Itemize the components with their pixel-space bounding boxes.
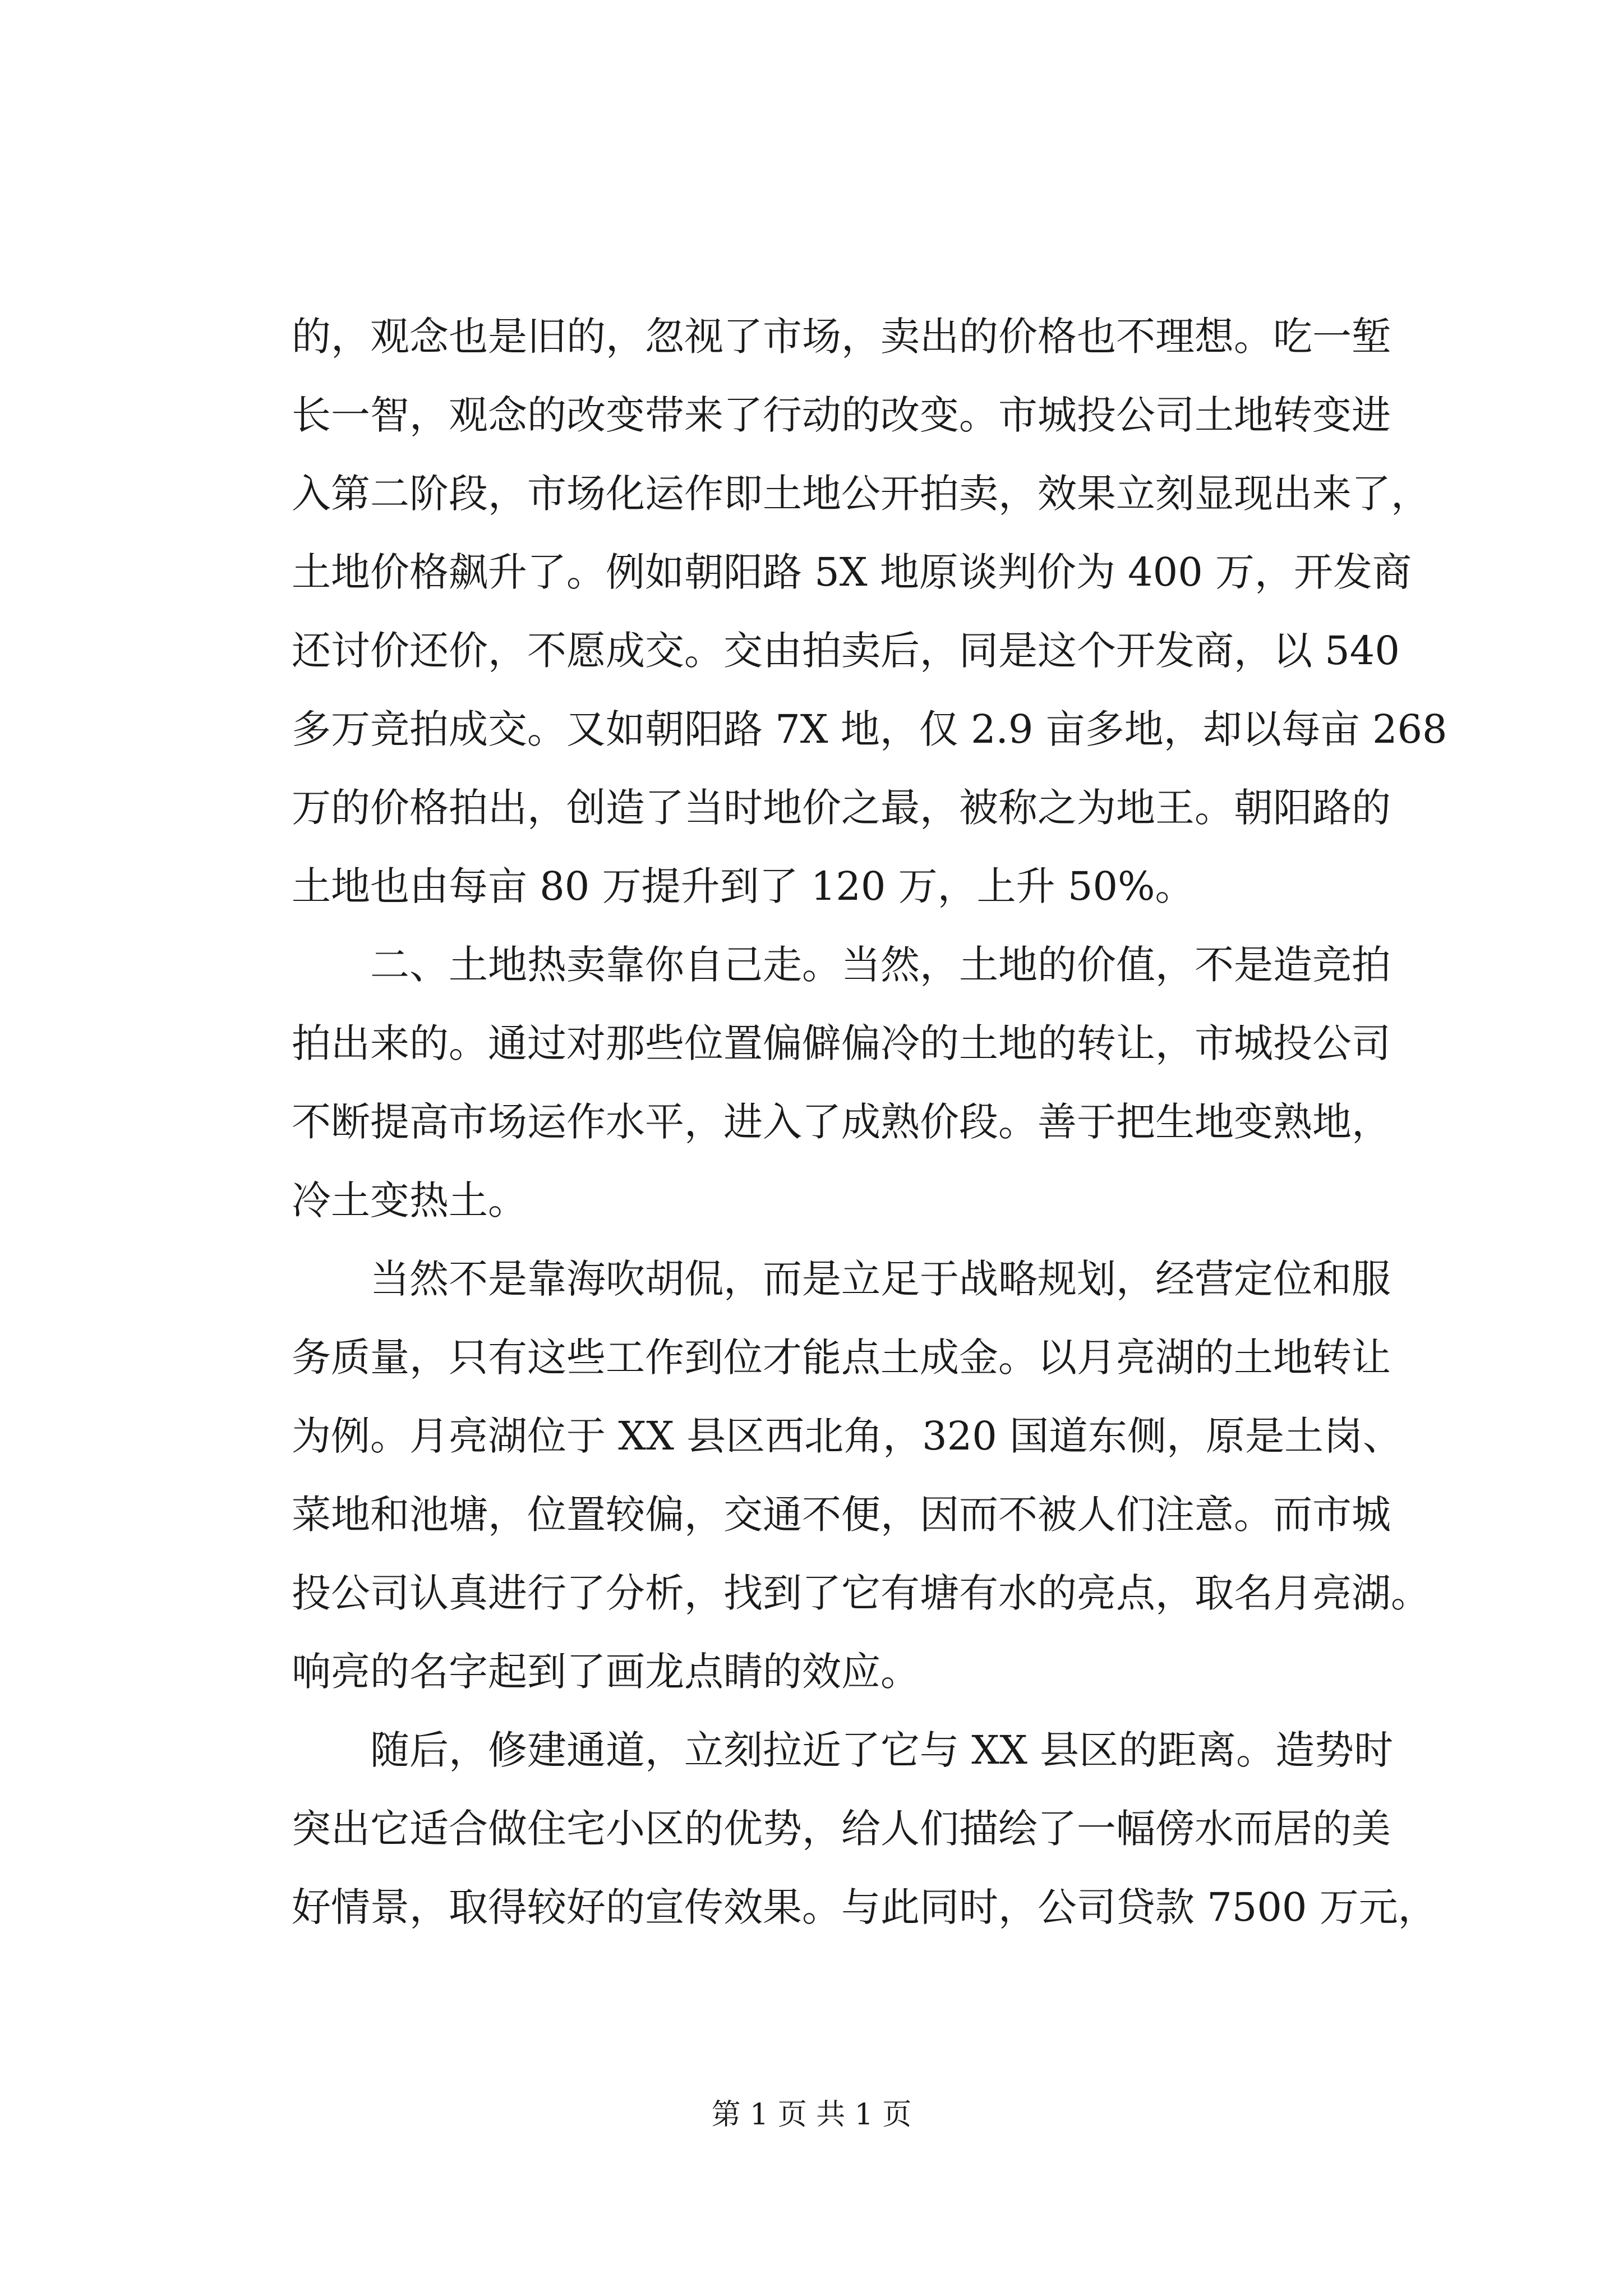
text-line: 二、土地热卖靠你自己走。当然，土地的价值，不是造竞拍 [370,942,1391,988]
page-number: 第 1 页 [711,2098,807,2132]
text-line: 土地也由每亩 80 万提升到了 120 万，上升 50%。 [292,863,1195,909]
paragraph-4 [292,1711,1437,1947]
page-total: 共 1 页 [816,2098,912,2132]
text-line: 务质量，只有这些工作到位才能点土成金。以月亮湖的土地转让 [292,1335,1391,1381]
text-line: 响亮的名字起到了画龙点睛的效应。 [292,1649,920,1695]
text-line: 多万竞拍成交。又如朝阳路 7X 地，仅 2.9 亩多地，却以每亩 268 [292,706,1447,752]
text-line: 好情景，取得较好的宣传效果。与此同时，公司贷款 7500 万元， [292,1884,1437,1930]
paragraph-1 [292,297,1447,926]
document-body [292,297,1447,1947]
text-line: 菜地和池塘，位置较偏，交通不便，因而不被人们注意。而市城 [292,1492,1391,1538]
text-line: 入第二阶段，市场化运作即土地公开拍卖，效果立刻显现出来了， [292,471,1430,517]
text-line: 突出它适合做住宅小区的优势，给人们描绘了一幅傍水而居的美 [292,1806,1391,1852]
text-line: 万的价格拍出，创造了当时地价之最，被称之为地王。朝阳路的 [292,785,1391,831]
text-line: 不断提高市场运作水平，进入了成熟价段。善于把生地变熟地， [292,1099,1391,1145]
text-line: 土地价格飙升了。例如朝阳路 5X 地原谈判价为 400 万，开发商 [292,549,1412,595]
text-line: 当然不是靠海吹胡侃，而是立足于战略规划，经营定位和服 [370,1256,1391,1302]
text-line: 投公司认真进行了分析，找到了它有塘有水的亮点，取名月亮湖。 [292,1570,1430,1616]
text-line: 随后，修建通道，立刻拉近了它与 XX 县区的距离。造势时 [370,1727,1394,1773]
text-line: 还讨价还价，不愿成交。交由拍卖后，同是这个开发商，以 540 [292,628,1400,674]
text-line: 长一智，观念的改变带来了行动的改变。市城投公司土地转变进 [292,392,1391,438]
text-line: 拍出来的。通过对那些位置偏僻偏冷的土地的转让，市城投公司 [292,1020,1391,1066]
text-line: 冷土变热土。 [292,1177,527,1223]
paragraph-2 [292,926,1391,1240]
text-line: 的，观念也是旧的，忽视了市场，卖出的价格也不理想。吃一堑 [292,314,1391,360]
paragraph-3 [292,1240,1430,1711]
text-line: 为例。月亮湖位于 XX 县区西北角，320 国道东侧，原是土岗、 [292,1413,1403,1459]
page-footer [0,2092,1623,2137]
